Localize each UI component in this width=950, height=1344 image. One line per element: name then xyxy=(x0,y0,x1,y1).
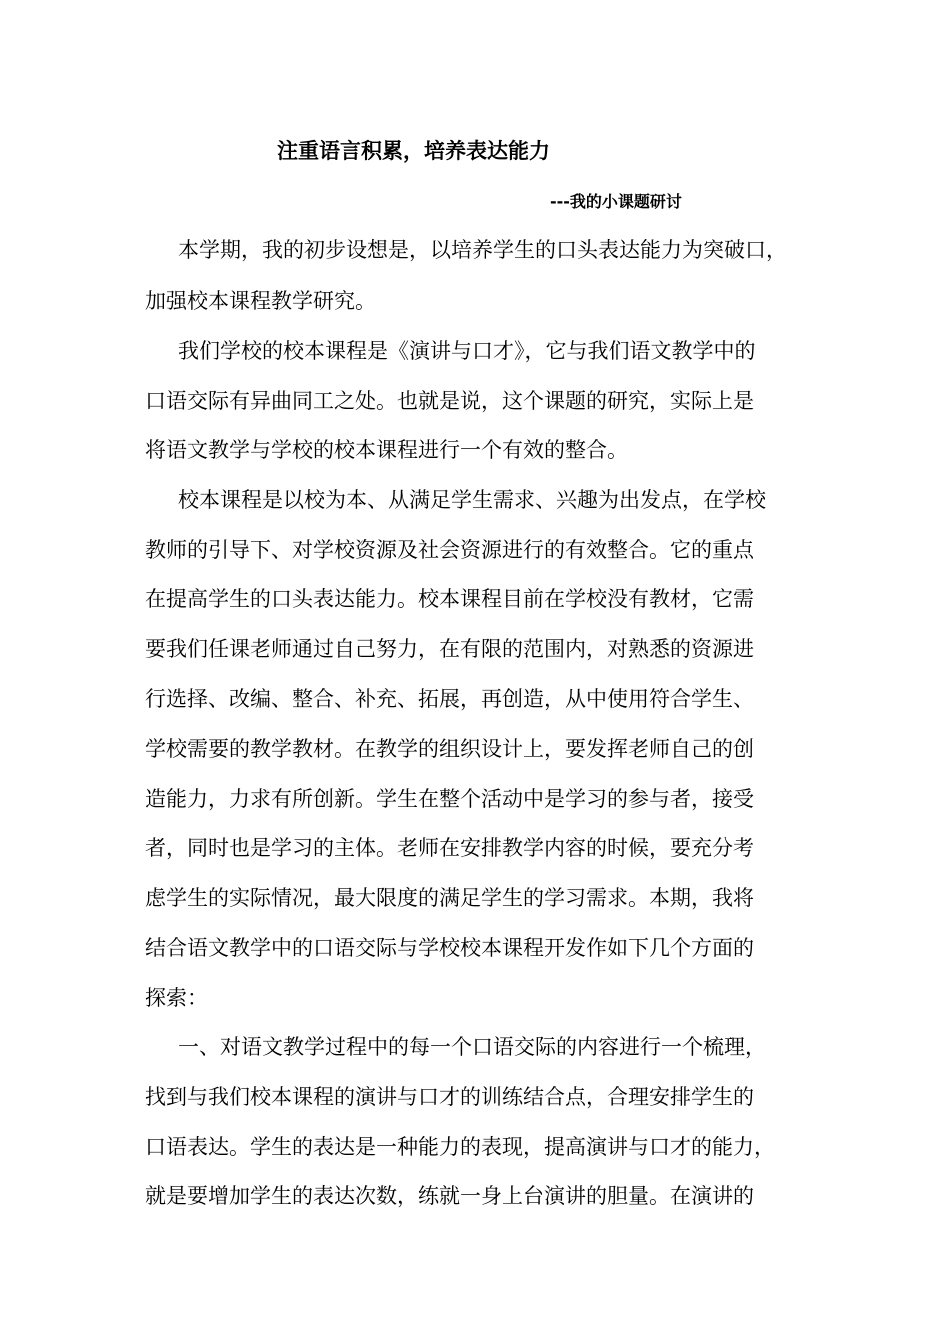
paragraph-3-line-4: 要我们任课老师通过自己努力，在有限的范围内，对熟悉的资源进 xyxy=(145,637,754,661)
paragraph-1-line-2: 加强校本课程教学研究。 xyxy=(145,289,376,313)
paragraph-3-line-6: 学校需要的教学教材。在教学的组织设计上，要发挥老师自己的创 xyxy=(145,737,754,761)
paragraph-1-line-1: 本学期，我的初步设想是，以培养学生的口头表达能力为突破口， xyxy=(178,238,787,262)
paragraph-3-line-5: 行选择、改编、整合、补充、拓展，再创造，从中使用符合学生、 xyxy=(145,687,754,711)
paragraph-4-line-3: 口语表达。学生的表达是一种能力的表现，提高演讲与口才的能力， xyxy=(145,1135,775,1159)
paragraph-3-line-1: 校本课程是以校为本、从满足学生需求、兴趣为出发点，在学校 xyxy=(178,488,766,512)
paragraph-3-line-9: 虑学生的实际情况，最大限度的满足学生的学习需求。本期，我将 xyxy=(145,886,754,910)
paragraph-3-line-7: 造能力，力求有所创新。学生在整个活动中是学习的参与者，接受 xyxy=(145,787,754,811)
paragraph-3-line-8: 者，同时也是学习的主体。老师在安排教学内容的时候，要充分考 xyxy=(145,836,754,860)
paragraph-3-line-11: 探索： xyxy=(145,986,208,1010)
paragraph-2-line-2: 口语交际有异曲同工之处。也就是说，这个课题的研究，实际上是 xyxy=(145,389,754,413)
paragraph-2-line-1: 我们学校的校本课程是《演讲与口才》，它与我们语文教学中的 xyxy=(178,339,756,363)
paragraph-4-line-2: 找到与我们校本课程的演讲与口才的训练结合点，合理安排学生的 xyxy=(145,1085,754,1109)
paragraph-3-line-10: 结合语文教学中的口语交际与学校校本课程开发作如下几个方面的 xyxy=(145,936,754,960)
document-title: 注重语言积累，培养表达能力 xyxy=(277,139,550,163)
paragraph-4-line-1: 一、对语文教学过程中的每一个口语交际的内容进行一个梳理， xyxy=(178,1035,766,1059)
paragraph-3-line-3: 在提高学生的口头表达能力。校本课程目前在学校没有教材，它需 xyxy=(145,587,754,611)
paragraph-3-line-2: 教师的引导下、对学校资源及社会资源进行的有效整合。它的重点 xyxy=(145,538,754,562)
document-subtitle: ---我的小课题研讨 xyxy=(550,192,682,211)
paragraph-2-line-3: 将语文教学与学校的校本课程进行一个有效的整合。 xyxy=(145,438,628,462)
paragraph-4-line-4: 就是要增加学生的表达次数，练就一身上台演讲的胆量。在演讲的 xyxy=(145,1184,754,1208)
